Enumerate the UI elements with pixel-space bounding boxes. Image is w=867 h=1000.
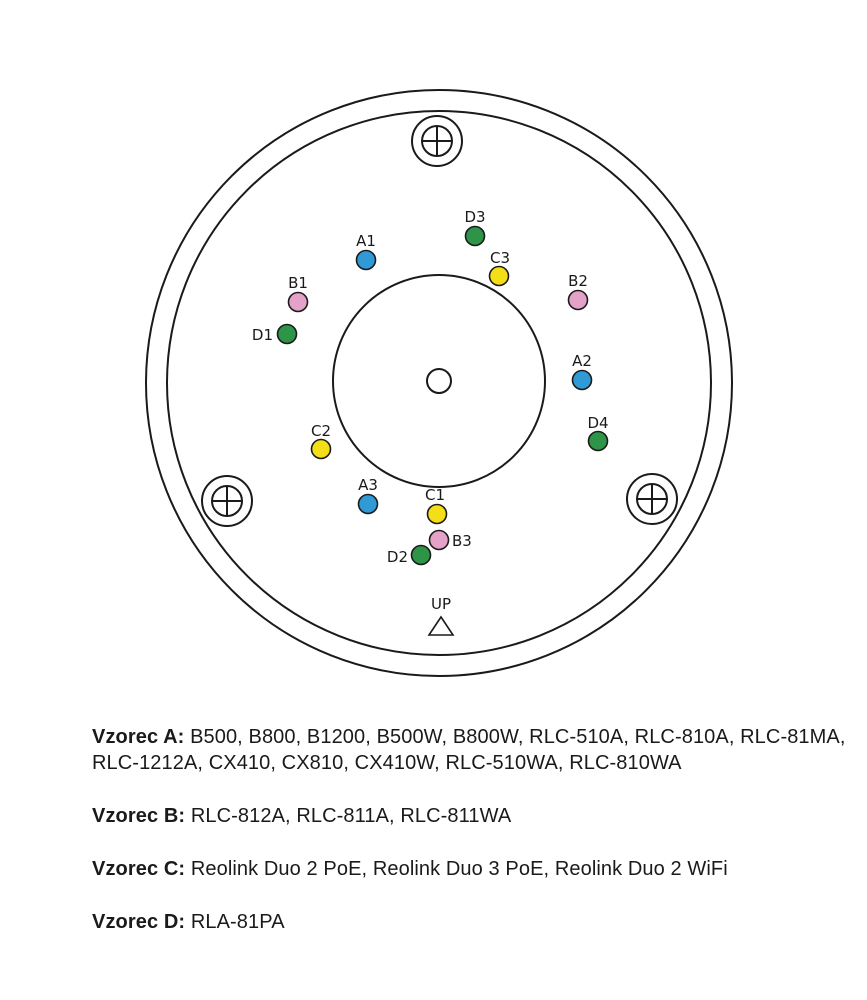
hole-d3 (464, 208, 485, 246)
up-arrow-icon (429, 617, 453, 635)
hole-c2 (311, 422, 331, 459)
hole-marker (589, 432, 608, 451)
hole-a1 (356, 232, 376, 270)
hole-label: B2 (568, 272, 588, 290)
screw-icon-top (412, 116, 462, 166)
hole-label: D1 (251, 326, 273, 344)
hole-marker (430, 531, 449, 550)
pattern-models: Reolink Duo 2 PoE, Reolink Duo 3 PoE, Reolink Duo 2 WiFi (190, 858, 728, 880)
hole-label: A1 (356, 232, 376, 250)
hole-b2 (568, 272, 588, 310)
up-label: UP (430, 595, 452, 613)
pattern-a (92, 724, 852, 776)
screw-icon-right (627, 474, 677, 524)
hole-label: D2 (386, 548, 408, 566)
hole-label: A3 (358, 476, 378, 494)
hole-label: C2 (310, 422, 332, 440)
pattern-models: B500, B800, B1200, B500W, B800W, RLC-510A, RLC-810A, RLC-81MA, RLC-1212A, CX410, CX810, CX410W, RLC-510WA, RLC-810WA (92, 726, 846, 774)
hole-b3 (430, 531, 472, 551)
hole-marker (490, 267, 509, 286)
hole-c1 (425, 486, 447, 524)
pattern-models: RLC-812A, RLC-811A, RLC-811WA (190, 805, 512, 827)
pattern-b (92, 803, 852, 829)
pattern-name: Vzorec A: (92, 726, 185, 748)
pattern-name: Vzorec C: (92, 858, 186, 880)
pattern-c (92, 856, 852, 882)
hole-label: D3 (464, 208, 486, 226)
pattern-name: Vzorec D: (92, 911, 186, 933)
hole-marker (569, 291, 588, 310)
hole-marker (359, 495, 378, 514)
hole-d4 (587, 414, 608, 451)
hole-b1 (288, 274, 308, 312)
hole-d2 (387, 546, 431, 567)
hole-marker (289, 293, 308, 312)
pattern-d (92, 909, 852, 935)
hole-c3 (490, 249, 511, 286)
pattern-name: Vzorec B: (92, 805, 186, 827)
hole-marker (428, 505, 447, 524)
hole-d1 (252, 325, 297, 345)
pattern-list (92, 724, 852, 962)
hole-marker (278, 325, 297, 344)
hole-marker (573, 371, 592, 390)
pattern-models: RLA-81PA (190, 911, 285, 933)
hole-marker (312, 440, 331, 459)
screw-icon-left (202, 476, 252, 526)
hole-marker (412, 546, 431, 565)
hole-marker (466, 227, 485, 246)
hole-label: B1 (288, 274, 308, 292)
hole-label: A2 (572, 352, 592, 370)
hole-label: D4 (587, 414, 609, 432)
hole-label: B3 (452, 532, 472, 550)
hole-a3 (358, 476, 378, 514)
center-hole (427, 369, 451, 393)
hole-label: C3 (489, 249, 511, 267)
hole-a2 (572, 352, 592, 390)
hole-marker (357, 251, 376, 270)
hole-label: C1 (424, 486, 446, 504)
